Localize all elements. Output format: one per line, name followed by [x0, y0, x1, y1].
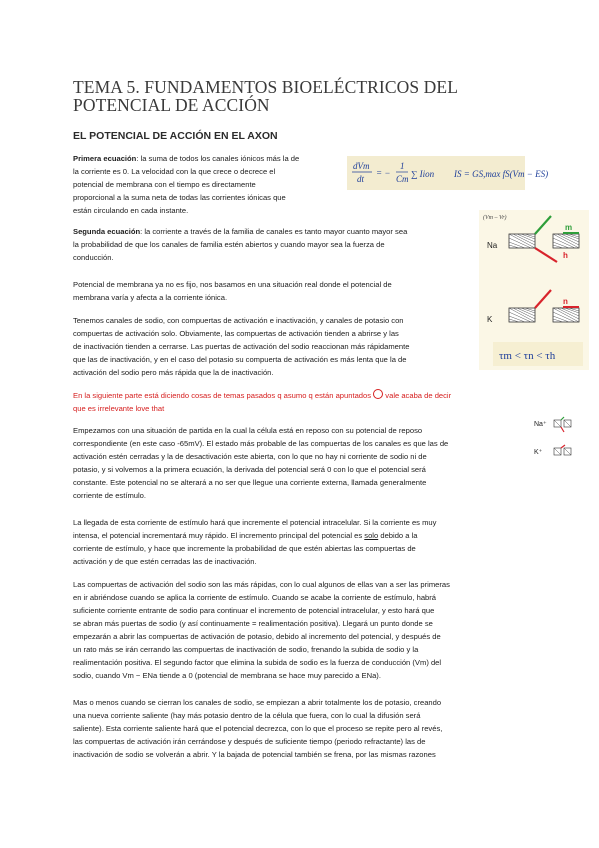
tau-relation-text: τm < τn < τh	[499, 350, 556, 362]
n-gate-label: n	[563, 297, 568, 306]
p7-underlined-word: solo	[364, 531, 379, 540]
m-gate-line	[535, 216, 551, 234]
p8-line-6: realimentación positiva. El segundo factor que elimina la subida de sodio es la fuerza de conducción (Vm) del	[73, 658, 442, 667]
p1-bold: Primera ecuación	[73, 154, 137, 163]
p4-line-4: activación del sodio pero más rápida que la de inactivación.	[73, 368, 274, 377]
p2-line-0	[73, 225, 473, 238]
formula-rhs: IS = GS,max fS(Vm − ES)	[454, 169, 549, 179]
small-na-label: Na⁺	[534, 421, 547, 428]
p3-line-0: Potencial de membrana ya no es fijo, nos basamos en una situación real donde el potencial de	[73, 280, 392, 289]
paragraph-sodium-activation	[73, 578, 533, 682]
tau-relation	[499, 350, 556, 362]
formula-eq: = −	[376, 168, 391, 178]
formula-frac-den: Cm	[396, 174, 409, 184]
p8-line-0: Las compuertas de activación del sodio son las más rápidas, con lo cual algunos de ellas van a ser las primeras	[73, 580, 450, 589]
h-gate-label: h	[563, 251, 568, 260]
na-k-schematic-svg	[534, 416, 574, 464]
paragraph-note-red	[73, 389, 533, 415]
n-gate-line	[535, 290, 551, 308]
p8-line-2: suficiente corriente entrante de sodio para continuar el incremento de potencial intracelular, y esto hará que	[73, 606, 435, 615]
p7-line-1-b: debido a la	[380, 531, 418, 540]
p9-line-2: saliente). Esta corriente saliente hará que el potencial decrezca, con lo que el proceso se repite pero al revés,	[73, 724, 443, 733]
p6-line-3: potasio, y si volvemos a la primera ecuación, la derivada del potencial será 0 con lo que el potencial será	[73, 465, 426, 474]
formula-lhs-num: dVm	[353, 161, 370, 171]
p2-line-0-text: : la corriente a través de la familia de canales es tanto mayor cuanto mayor sea	[140, 227, 408, 236]
paragraph-membrane-potential	[73, 278, 473, 304]
p4-line-1: compuertas de activación solo. Obviamente, las compuertas de activación tienden a abrirse y las	[73, 329, 399, 338]
p8-line-7: sodio, cuando Vm − ENa tiende a 0 (potencial de membrana se hace muy parecido a ENa).	[73, 671, 381, 680]
p9-line-0: Mas o menos cuando se cierran los canales de sodio, se empiezan a abrir totalmente los de potasio, creando	[73, 698, 442, 707]
smiley-icon	[373, 389, 383, 399]
p1-line-4: están circulando en cada instante.	[73, 206, 189, 215]
p8-line-1: en ir abriéndose cuando se aplica la corriente de estímulo. Cuando se acabe la corriente de estímulo, habrá	[73, 593, 437, 602]
p8-line-5: un rato más se irán cerrando las compuertas de inactivación de sodio, frenando la subida de sodio y la	[73, 645, 419, 654]
p4-line-0: Tenemos canales de sodio, con compuertas de activación e inactivación, y canales de potasio con	[73, 316, 404, 325]
p7-line-0: La llegada de esta corriente de estímulo hará que incremente el potencial intracelular. Si la corriente es muy	[73, 518, 437, 527]
h-gate-line	[535, 248, 557, 262]
paragraph-stimulus	[73, 516, 533, 568]
channel-gates-figure	[479, 210, 589, 370]
p1-line-2: potencial de membrana con el tiempo es directamente	[73, 180, 256, 189]
formula-sum: ∑ Iion	[411, 169, 435, 179]
p5-line-1-text: vale acaba de decir	[385, 391, 452, 400]
p3-line-1: membrana varía y afecta a la corriente iónica.	[73, 293, 228, 302]
p1-line-3: proporcional a la suma neta de todas las corrientes iónicas que	[73, 193, 286, 202]
formula-lhs-den: dt	[357, 174, 365, 184]
paragraph-first-equation	[73, 152, 343, 217]
document-title	[73, 78, 533, 114]
formula-svg	[347, 156, 549, 190]
p9-line-1: una nueva corriente saliente (hay más potasio dentro de la célula que fuera, con lo cual la difusión será	[73, 711, 421, 720]
p6-line-1: correspondiente (en este caso -65mV). El estado más probable de las compuertas de los canales es que las de	[73, 439, 449, 448]
p6-line-4: constante. Este potencial no se alterará a no ser que llegue una corriente externa, llamada generalmente	[73, 478, 427, 487]
small-k-label: K⁺	[534, 449, 543, 456]
na-channel-label: Na	[487, 241, 498, 250]
p5-line-0-text: En la siguiente parte está diciendo cosas de temas pasados q asumo q están apuntados	[73, 391, 372, 400]
paragraph-potassium	[73, 696, 533, 761]
section-heading: EL POTENCIAL DE ACCIÓN EN EL AXON	[73, 130, 278, 142]
p4-line-3: que las de inactivación, y en el caso del potasio su compuerta de activación es más lenta que la de	[73, 355, 407, 364]
na-k-schematic	[534, 416, 574, 464]
p2-line-1: la probabilidad de que los canales de familia estén abiertos y cuando mayor sea la fuerza de	[73, 240, 385, 249]
m-gate-label: m	[565, 223, 573, 232]
p6-line-2: activación estén cerradas y la de desactivación este abierta, con lo que no hay ni corriente de sodio ni de	[73, 452, 427, 461]
p1-line-1: la corriente es 0. La velocidad con la que crece o decrece el	[73, 167, 276, 176]
paragraph-second-equation	[73, 225, 473, 264]
paragraph-resting-state	[73, 424, 533, 502]
p2-bold: Segunda ecuación	[73, 227, 141, 236]
p9-line-3: las compuertas de activación irán cerrándose y después de suficiente tiempo (periodo refractante) las de	[73, 737, 426, 746]
fig-caption: (Vm – Vr)	[483, 215, 507, 221]
p8-line-4: empezarán a abrir las compuertas de activación de potasio, debido al incremento del potencial, y después de	[73, 632, 441, 641]
p9-line-4: inactivación de sodio se volverán a abrir. Y la bajada de potencial también se frena, por las mismas razones	[73, 750, 436, 759]
channel-gates-svg	[479, 210, 589, 370]
p6-line-5: corriente de estímulo.	[73, 491, 147, 500]
p7-line-1-a: intensa, el potencial incrementará muy rápido. El incremento principal del potencial es	[73, 531, 363, 540]
p8-line-3: se abran más puertas de sodio (y así continuamente = realimentación positiva). Llegará un punto donde se	[73, 619, 433, 628]
k-channel-label: K	[487, 315, 493, 324]
title-line-2: POTENCIAL DE ACCIÓN	[73, 95, 270, 115]
p4-line-2: de inactivación tienden a cerrarse. Las puertas de activación del sodio reaccionan más rápidamente	[73, 342, 410, 351]
p5-line-0	[73, 389, 533, 402]
p7-line-2: corriente de estímulo, y hace que incremente la probabilidad de que estén abiertas las compuertas de	[73, 544, 416, 553]
p6-line-0: Empezamos con una situación de partida en la cual la célula está en reposo con su potencial de reposo	[73, 426, 423, 435]
title-line-1: TEMA 5. FUNDAMENTOS BIOELÉCTRICOS DEL	[73, 77, 458, 97]
p1-line-0-text: : la suma de todos los canales iónicos más la de	[136, 154, 300, 163]
paragraph-channels	[73, 314, 478, 379]
formula-figure	[347, 156, 549, 190]
p1-line-0	[73, 152, 343, 165]
p5-line-2: que es irrelevante love that	[73, 404, 165, 413]
p2-line-2: conducción.	[73, 253, 114, 262]
p7-line-3: activación y de que estén cerradas las de inactivación.	[73, 557, 257, 566]
p7-line-1	[73, 529, 533, 542]
formula-frac-num: 1	[400, 161, 405, 171]
